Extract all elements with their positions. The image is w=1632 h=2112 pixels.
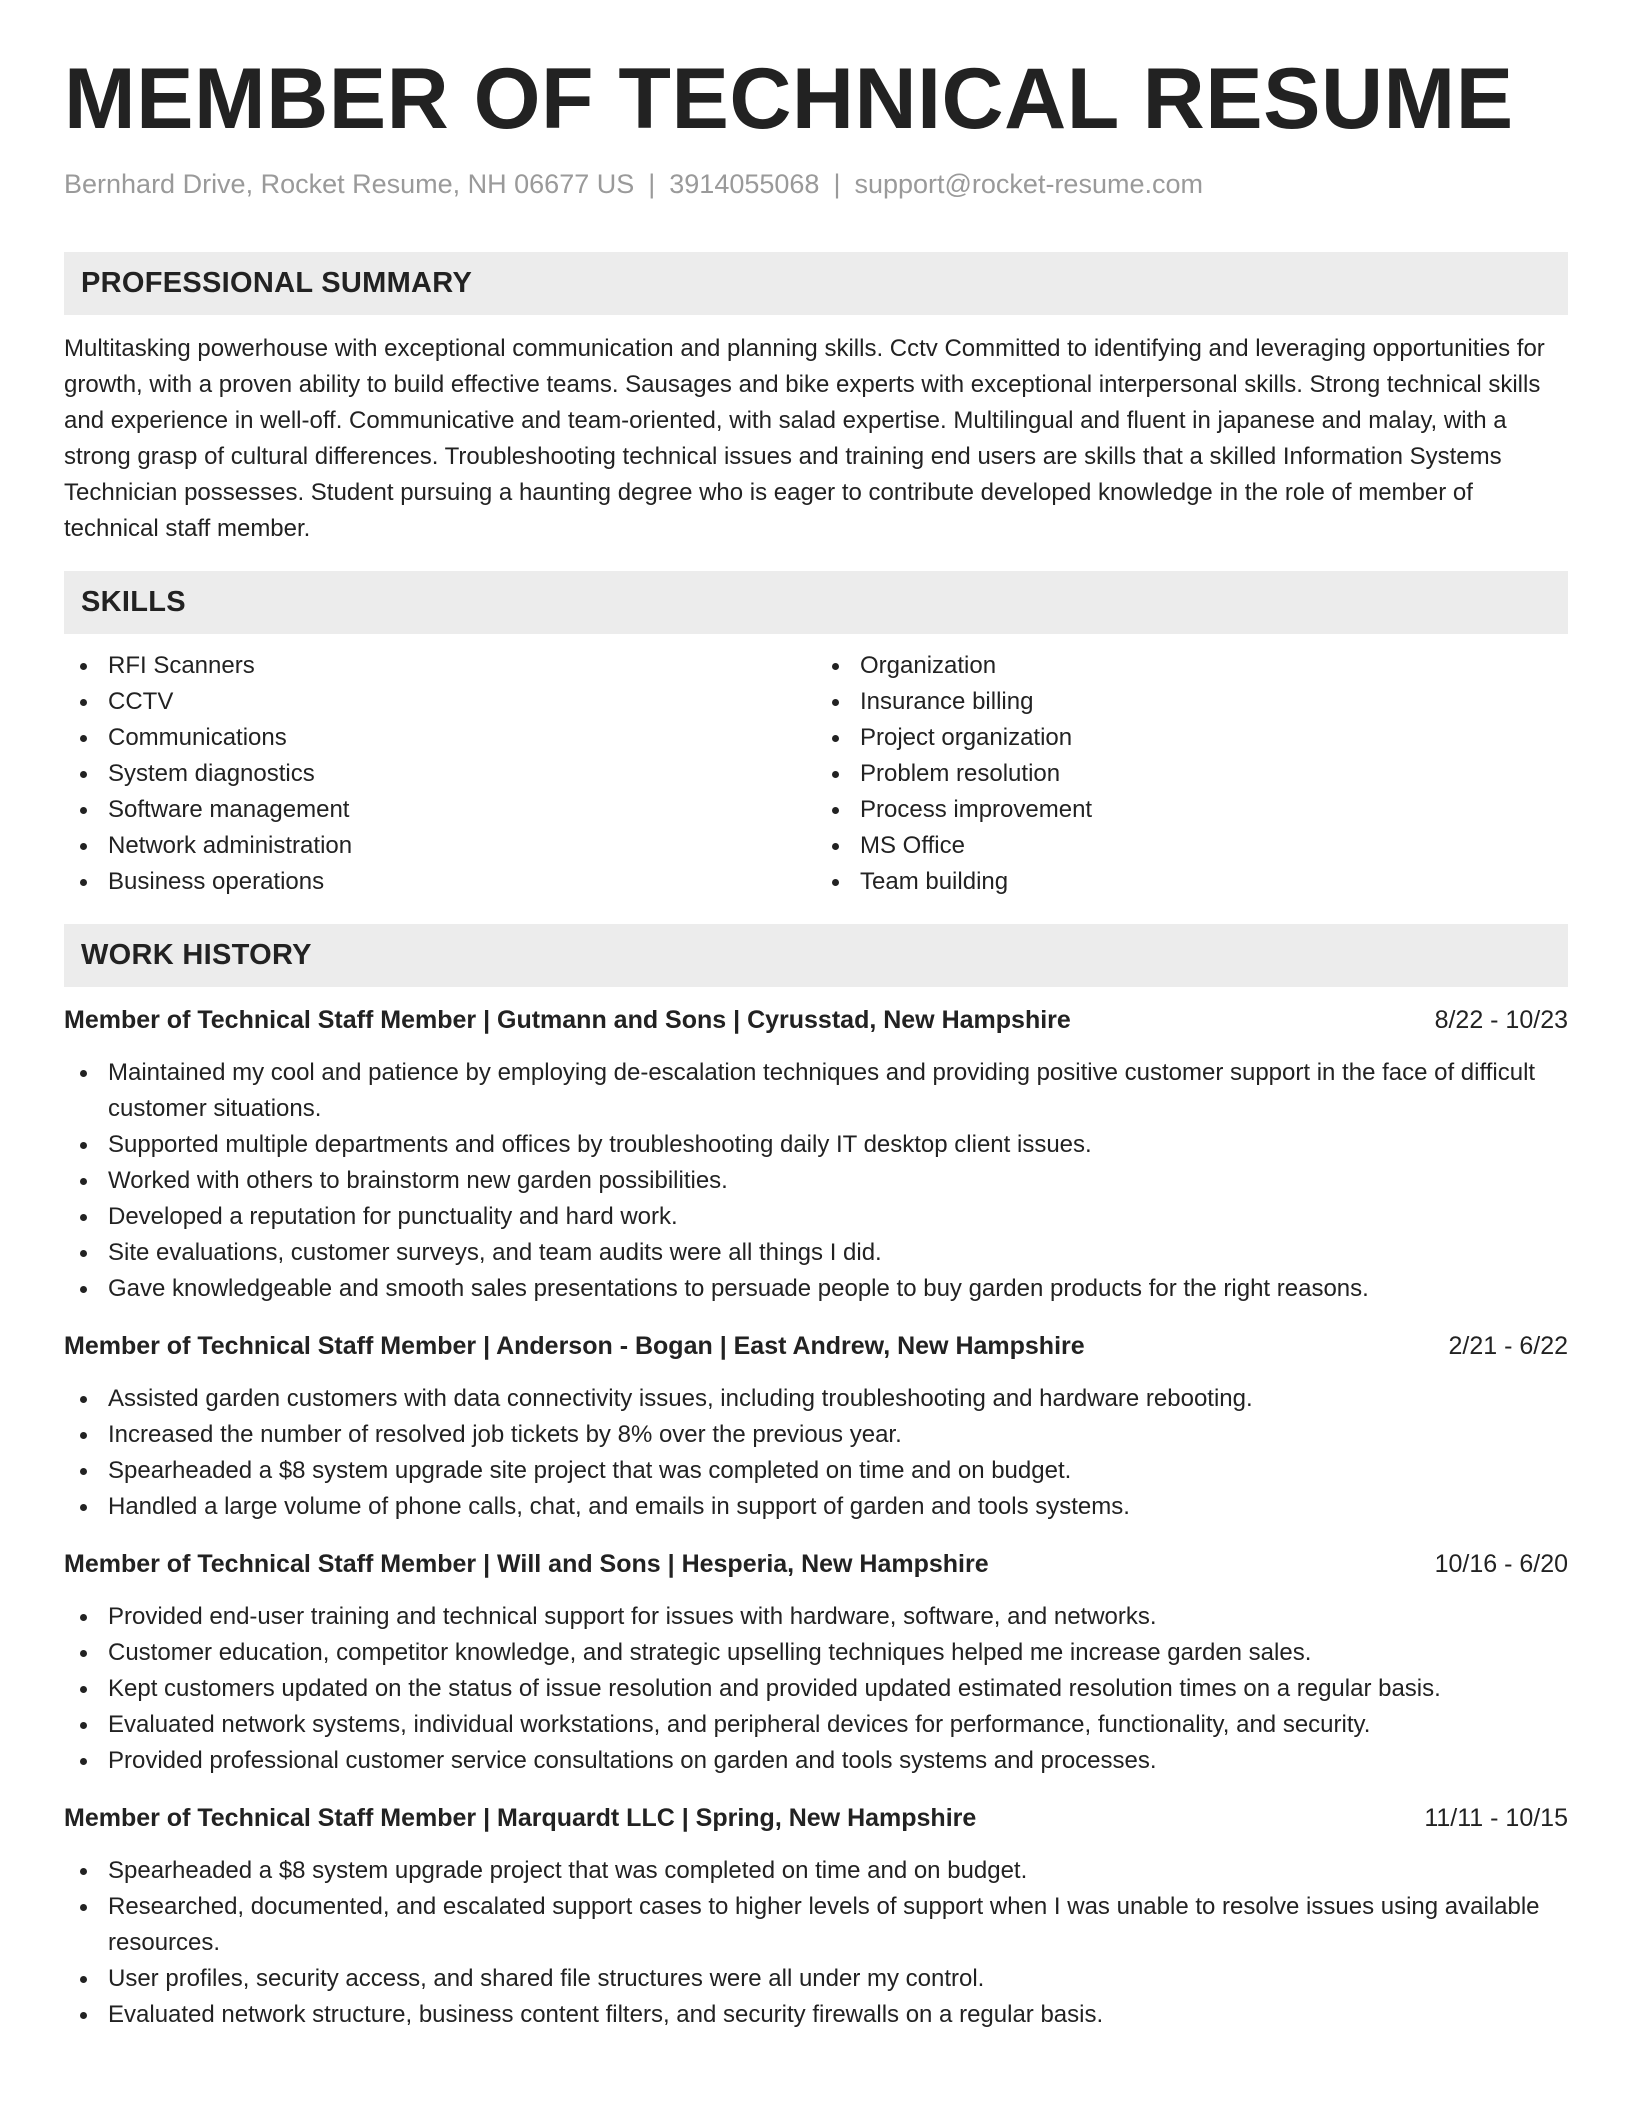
- job-bullets: [64, 1055, 1568, 1307]
- job-bullet: Developed a reputation for punctuality and hard work.: [64, 1199, 1568, 1235]
- contact-email: support@rocket-resume.com: [854, 169, 1203, 199]
- job-dates: 2/21 - 6/22: [1448, 1332, 1568, 1361]
- job-title: Member of Technical Staff Member | Gutmann and Sons | Cyrusstad, New Hampshire: [64, 1006, 1071, 1035]
- job-bullets: [64, 1599, 1568, 1779]
- job-dates: 11/11 - 10/15: [1424, 1804, 1568, 1833]
- job-bullet: Worked with others to brainstorm new garden possibilities.: [64, 1163, 1568, 1199]
- job-bullets: [64, 1381, 1568, 1525]
- resume-title: MEMBER OF TECHNICAL RESUME: [64, 51, 1514, 147]
- skill-item: Process improvement: [816, 792, 1568, 828]
- job-dates: 8/22 - 10/23: [1434, 1006, 1568, 1035]
- job-bullet: Kept customers updated on the status of issue resolution and provided updated estimated resolution times on a regular basis.: [64, 1671, 1568, 1707]
- job-bullet: Spearheaded a $8 system upgrade site project that was completed on time and on budget.: [64, 1453, 1568, 1489]
- job-bullet: Provided professional customer service consultations on garden and tools systems and processes.: [64, 1743, 1568, 1779]
- skill-item: Business operations: [64, 864, 816, 900]
- job-header: [64, 1801, 1568, 1835]
- skills-column-right: [816, 648, 1568, 900]
- skill-item: Organization: [816, 648, 1568, 684]
- job-bullet: Evaluated network systems, individual workstations, and peripheral devices for performance, functionality, and security.: [64, 1707, 1568, 1743]
- job-header: [64, 1547, 1568, 1581]
- summary-text: Multitasking powerhouse with exceptional communication and planning skills. Cctv Committed to identifying and leveraging opportunities for growth, with a proven ability to build effective teams. Sausages and bike experts with exceptional interpersonal skills. Strong technical skills and experience in well-off. Communicative and team-oriented, with salad expertise. Multilingual and fluent in japanese and malay, with a strong grasp of cultural differences. Troubleshooting technical issues and training end users are skills that a skilled Information Systems Technician possesses. Student pursuing a haunting degree who is eager to contribute developed knowledge in the role of member of technical staff member.: [64, 335, 1545, 543]
- skill-item: Communications: [64, 720, 816, 756]
- job-title: Member of Technical Staff Member | Will and Sons | Hesperia, New Hampshire: [64, 1550, 989, 1579]
- skill-item: Network administration: [64, 828, 816, 864]
- job-bullet: Handled a large volume of phone calls, chat, and emails in support of garden and tools systems.: [64, 1489, 1568, 1525]
- job-entry: [64, 1547, 1568, 1779]
- skill-item: Project organization: [816, 720, 1568, 756]
- skill-item: Problem resolution: [816, 756, 1568, 792]
- job-bullet: Customer education, competitor knowledge, and strategic upselling techniques helped me increase garden sales.: [64, 1635, 1568, 1671]
- skill-item: CCTV: [64, 684, 816, 720]
- job-bullet: Spearheaded a $8 system upgrade project that was completed on time and on budget.: [64, 1853, 1568, 1889]
- job-bullet: Researched, documented, and escalated support cases to higher levels of support when I was unable to resolve issues using available resources.: [64, 1889, 1568, 1961]
- skills-column-left: [64, 648, 816, 900]
- contact-address: Bernhard Drive, Rocket Resume, NH 06677 US: [64, 169, 635, 199]
- contact-line: [64, 168, 1568, 200]
- job-dates: 10/16 - 6/20: [1434, 1550, 1568, 1579]
- job-bullet: Supported multiple departments and offices by troubleshooting daily IT desktop client issues.: [64, 1127, 1568, 1163]
- job-bullet: Increased the number of resolved job tickets by 8% over the previous year.: [64, 1417, 1568, 1453]
- job-title: Member of Technical Staff Member | Anderson - Bogan | East Andrew, New Hampshire: [64, 1332, 1085, 1361]
- job-bullet: Maintained my cool and patience by employing de-escalation techniques and providing positive customer support in the face of difficult customer situations.: [64, 1055, 1568, 1127]
- job-bullet: Site evaluations, customer surveys, and team audits were all things I did.: [64, 1235, 1568, 1271]
- skill-item: RFI Scanners: [64, 648, 816, 684]
- skill-item: Team building: [816, 864, 1568, 900]
- skill-item: MS Office: [816, 828, 1568, 864]
- job-entry: [64, 1801, 1568, 2033]
- job-bullet: Gave knowledgeable and smooth sales presentations to persuade people to buy garden products for the right reasons.: [64, 1271, 1568, 1307]
- job-bullet: Provided end-user training and technical support for issues with hardware, software, and networks.: [64, 1599, 1568, 1635]
- skill-item: Insurance billing: [816, 684, 1568, 720]
- job-bullet: User profiles, security access, and shared file structures were all under my control.: [64, 1961, 1568, 1997]
- job-bullets: [64, 1853, 1568, 2033]
- contact-separator: |: [648, 169, 656, 199]
- job-bullet: Evaluated network structure, business content filters, and security firewalls on a regular basis.: [64, 1997, 1568, 2033]
- job-entry: [64, 1003, 1568, 1307]
- skill-item: System diagnostics: [64, 756, 816, 792]
- job-header: [64, 1003, 1568, 1037]
- job-header: [64, 1329, 1568, 1363]
- skill-item: Software management: [64, 792, 816, 828]
- contact-separator: |: [833, 169, 841, 199]
- skills-heading: SKILLS: [64, 571, 1568, 634]
- skills-list: [64, 648, 1568, 900]
- work-history-heading: WORK HISTORY: [64, 924, 1568, 987]
- job-bullet: Assisted garden customers with data connectivity issues, including troubleshooting and hardware rebooting.: [64, 1381, 1568, 1417]
- contact-phone: 3914055068: [669, 169, 820, 199]
- job-entry: [64, 1329, 1568, 1525]
- summary-heading: PROFESSIONAL SUMMARY: [64, 252, 1568, 315]
- job-title: Member of Technical Staff Member | Marquardt LLC | Spring, New Hampshire: [64, 1804, 977, 1833]
